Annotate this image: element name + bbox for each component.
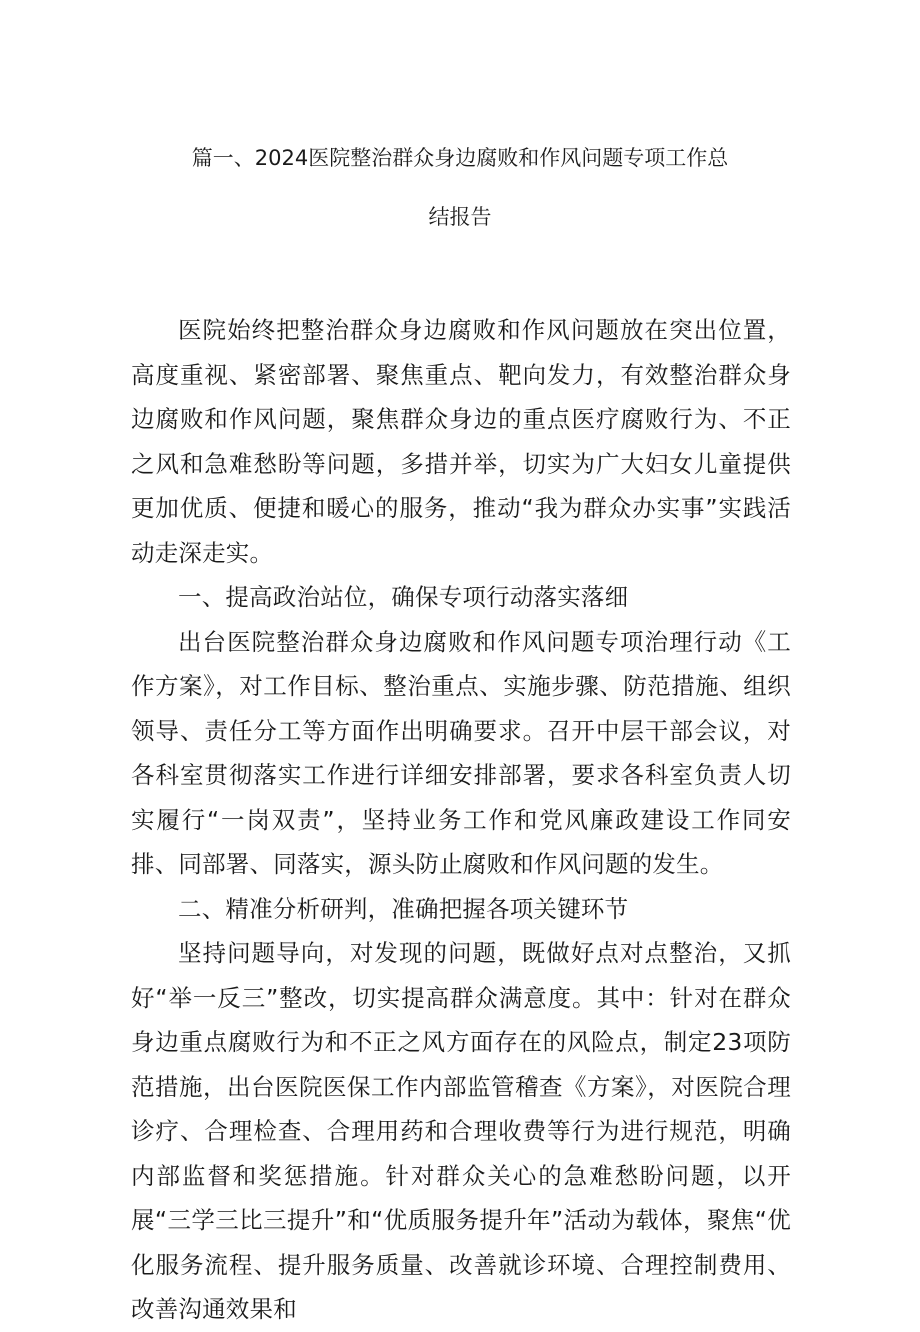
section-heading-1: 一、提高政治站位，确保专项行动落实落细: [178, 583, 629, 611]
intro-paragraph: 医院始终把整治群众身边腐败和作风问题放在突出位置，高度重视、紧密部署、聚焦重点、靶向发力，有效整治群众身边腐败和作风问题，聚焦群众身边的重点医疗腐败行为、不正之风和急难愁盼等问题，多措并举，切实为广大妇女儿童提供更加优质、便捷和暖心的服务，推动“我为群众办实事”实践活动走深走实。: [131, 316, 791, 567]
document-title-line-2: 结报告: [428, 205, 492, 229]
section-heading-2: 二、精准分析研判，准确把握各项关键环节: [178, 894, 629, 923]
document-title-line-1: 篇一、2024医院整治群众身边腐败和作风问题专项工作总: [191, 146, 729, 170]
section-2-paragraph: 坚持问题导向，对发现的问题，既做好点对点整治，又抓好“举一反三”整改，切实提高群众满意度。其中：针对在群众身边重点腐败行为和不正之风方面存在的风险点，制定23项防范措施，出台医院医保工作内部监管稽查《方案》，对医院合理诊疗、合理检查、合理用药和合理收费等行为进行规范，明确内部监督和奖惩措施。针对群众关心的急难愁盼问题，以开展“三学三比三提升”和“优质服务提升年”活动为载体，聚焦“优化服务流程、提升服务质量、改善就诊环境、合理控制费用、改善沟通效果和: [131, 939, 791, 1323]
section-1-paragraph: 出台医院整治群众身边腐败和作风问题专项治理行动《工作方案》，对工作目标、整治重点、实施步骤、防范措施、组织领导、责任分工等方面作出明确要求。召开中层干部会议，对各科室贯彻落实工作进行详细安排部署，要求各科室负责人切实履行“一岗双责”，坚持业务工作和党风廉政建设工作同安排、同部署、同落实，源头防止腐败和作风问题的发生。: [131, 627, 791, 878]
document-body: [131, 308, 791, 1332]
